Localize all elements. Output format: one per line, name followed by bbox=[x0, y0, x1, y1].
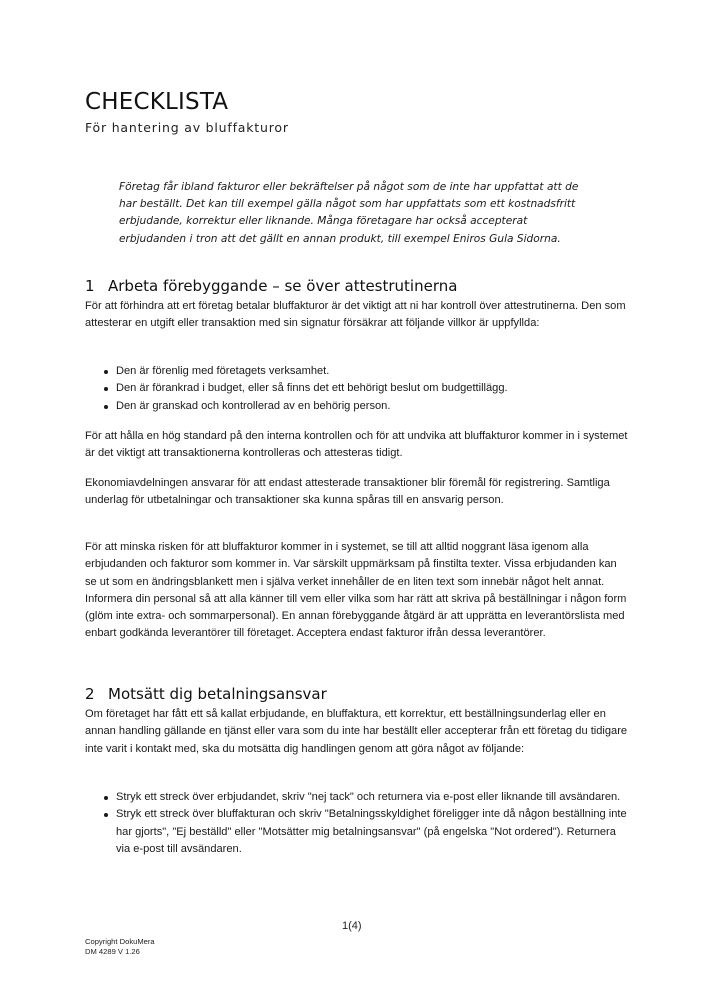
document-id: DM 4289 V 1.26 bbox=[85, 947, 140, 956]
section-1-paragraph-3: För att minska risken för att bluffakturor kommer in i systemet, se till att alltid noggrant läsa igenom alla erbjudanden och fakturor som kommer in. Var särskilt uppmärksam på finstilta texter. Vissa erbjudanden kan se ut som en ändringsblankett men i själva verket innehåller de en liten text som innebär något helt annat. Informera din personal så att alla känner till vem eller vilka som har rätt att skriva på beställningar i någon form (glöm inte extra- och sommarpersonal). En annan förebyggande åtgärd är att upprätta en leverantörslista med enbart godkända leverantörer till företaget. Acceptera endast fakturor ifrån dessa leverantörer. bbox=[85, 541, 627, 640]
list-item: Stryk ett streck över bluffakturan och skriv "Betalningsskyldighet föreligger inte då någon beställning inte har gjorts", "Ej beställd" eller "Motsätter mig betalningsansvar" (på engelska "Not ordered"). Returnera via e-post till avsändaren. bbox=[85, 806, 630, 858]
section-1-intro: För att förhindra att ert företag betalar bluffakturor är det viktigt att ni har kontroll över attestrutinerna. Den som attesterar en utgift eller transaktion med sin signatur försäkrar att följande villkor är uppfyllda: bbox=[85, 300, 626, 330]
section-2-bullet-list bbox=[85, 789, 630, 858]
intro-paragraph: Företag får ibland fakturor eller bekräftelser på något som de inte har uppfattat att de har beställt. Det kan till exempel gälla något som har uppfattats som ett kostnadsfritt erbjudande, korrektur eller liknande. Många företagare har också accepterat erbjudanden i tron att det gällt en annan produkt, till exempel Eniros Gula Sidorna. bbox=[119, 181, 579, 245]
list-item: Stryk ett streck över erbjudandet, skriv "nej tack" och returnera via e-post eller liknande till avsändaren. bbox=[85, 789, 630, 806]
section-1-heading bbox=[85, 276, 457, 296]
list-item: Den är förenlig med företagets verksamhet. bbox=[85, 363, 630, 380]
section-2-heading bbox=[85, 684, 327, 704]
document-title: CHECKLISTA bbox=[85, 89, 229, 115]
section-number: 1 bbox=[85, 277, 95, 295]
section-1-paragraph-2: Ekonomiavdelningen ansvarar för att endast attesterade transaktioner blir föremål för registrering. Samtliga underlag för utbetalningar och transaktioner ska kunna spåras till en ansvarig person. bbox=[85, 477, 610, 507]
copyright-text: Copyright DokuMera bbox=[85, 937, 155, 946]
bullet-icon bbox=[104, 387, 108, 391]
bullet-icon bbox=[104, 370, 108, 374]
section-1-bullet-list bbox=[85, 363, 630, 415]
section-title: Arbeta förebyggande – se över attestrutinerna bbox=[108, 277, 458, 295]
list-item: Den är förankrad i budget, eller så finns det ett behörigt beslut om budgettillägg. bbox=[85, 380, 630, 397]
section-title: Motsätt dig betalningsansvar bbox=[108, 685, 327, 703]
document-subtitle: För hantering av bluffakturor bbox=[85, 120, 289, 135]
section-1-paragraph-1: För att hålla en hög standard på den interna kontrollen och för att undvika att bluffakturor kommer in i systemet är det viktigt att transaktionerna kontrolleras och attesteras tidigt. bbox=[85, 430, 628, 460]
bullet-icon bbox=[104, 813, 108, 817]
list-item: Den är granskad och kontrollerad av en behörig person. bbox=[85, 398, 630, 415]
bullet-icon bbox=[104, 405, 108, 409]
section-2-intro: Om företaget har fått ett så kallat erbjudande, en bluffaktura, ett korrektur, ett beställningsunderlag eller en annan handling gällande en tjänst eller vara som du inte har beställt eller accepterar från ett företag du tidigare inte varit i kontakt med, ska du motsätta dig handlingen genom att göra något av följande: bbox=[85, 708, 628, 755]
page-number: 1(4) bbox=[342, 920, 362, 932]
footer bbox=[85, 937, 155, 957]
bullet-icon bbox=[104, 796, 108, 800]
section-number: 2 bbox=[85, 685, 95, 703]
